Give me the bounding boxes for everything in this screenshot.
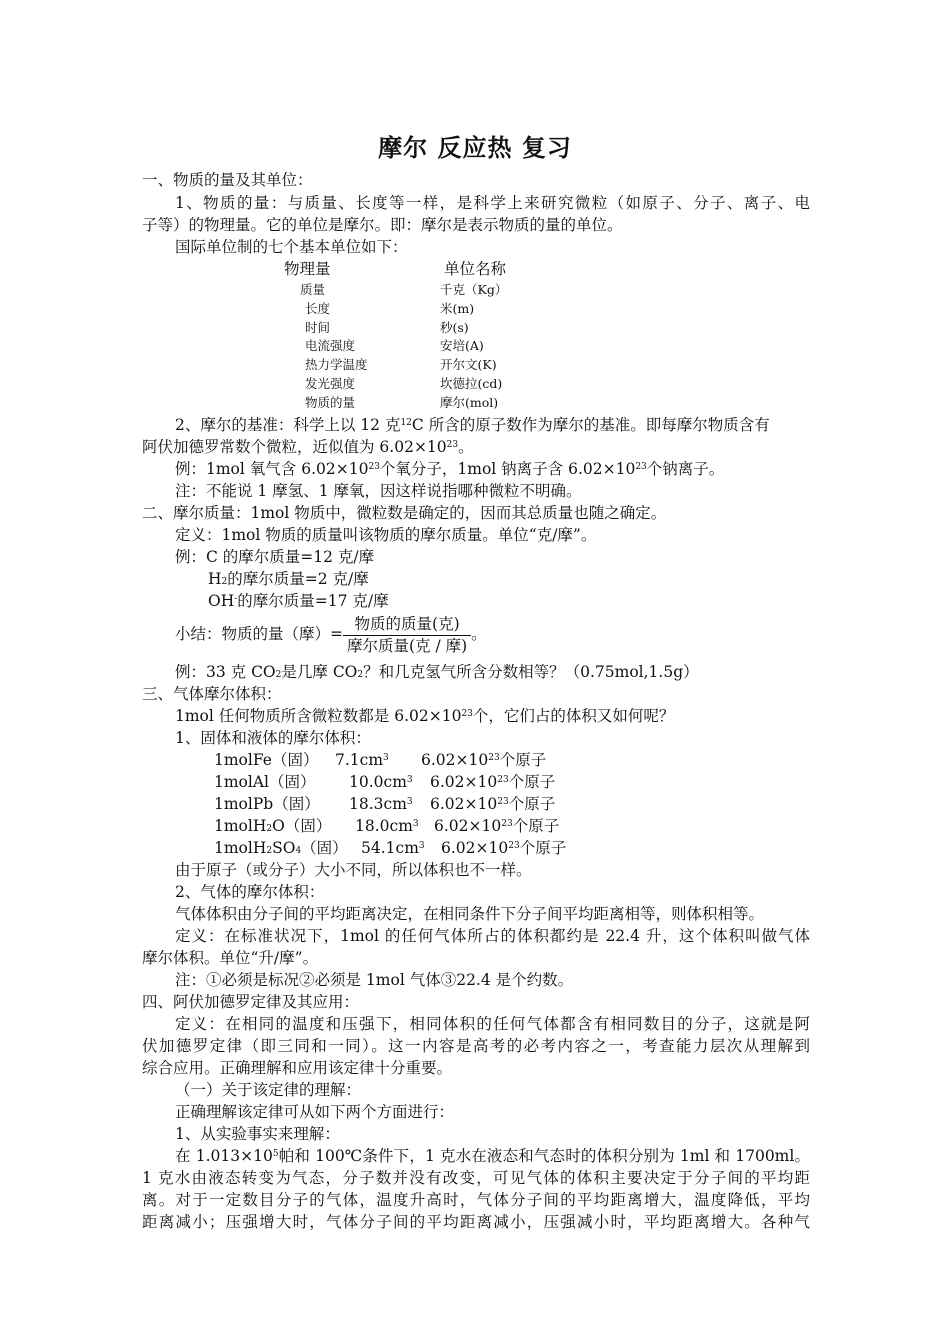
list-item-substance: 1molAl（固）: [214, 773, 316, 791]
subheading: 2、气体的摩尔体积：: [175, 883, 325, 901]
paragraph-line: 综合应用。正确理解和应用该定律十分重要。: [142, 1059, 453, 1077]
subheading: 1、固体和液体的摩尔体积：: [175, 729, 371, 747]
table-cell-quantity: 物质的量: [305, 395, 356, 410]
section-2-heading: 二、摩尔质量：1mol 物质中，微粒数是确定的，因而其总质量也随之确定。: [142, 504, 667, 522]
list-item-volume: $18.3cm^3$: [349, 795, 413, 813]
paragraph-line: 阿伏加德罗常数个微粒，近似值为 $6.02\times 10^{23}$。: [142, 438, 474, 456]
example-line: 例：C 的摩尔质量=12 克/摩: [175, 548, 375, 566]
paragraph-line: 正确理解该定律可从如下两个方面进行：: [175, 1103, 455, 1121]
summary-formula: 小结：物质的量（摩）= $\frac{\text{物质的质量(克)}}{\text{摩尔质量(克 / 摩)}}$ 。: [175, 614, 487, 655]
subheading: 1、从实验事实来理解：: [175, 1125, 340, 1143]
paragraph-line: 1、物质的量：与质量、长度等一样，是科学上来研究微粒（如原子、分子、离子、电: [175, 194, 810, 212]
list-item-count: $6.02\times 10^{23}$个原子: [421, 751, 547, 769]
table-cell-unit: 安培(A): [440, 338, 484, 353]
page-title: 摩尔 反应热 复习: [378, 134, 572, 162]
example-line: 例：33 克 $CO_2$是几摩 $CO_2$？和几克氢气所含分数相等？（0.75mol,1.5g）: [175, 663, 699, 681]
table-cell-unit: 千克（Kg）: [440, 282, 508, 297]
definition-line: 摩尔体积。单位“升/摩”。: [142, 949, 319, 967]
paragraph-line: 离。对于一定数目分子的气体，温度升高时，气体分子间的平均距离增大，温度降低，平均: [142, 1191, 810, 1209]
list-item-count: $6.02\times 10^{23}$个原子: [430, 773, 556, 791]
table-cell-unit: 开尔文(K): [440, 357, 497, 372]
paragraph-line: 距离减小；压强增大时，气体分子间的平均距离减小，压强减小时，平均距离增大。各种气: [142, 1213, 810, 1231]
list-item-volume: $10.0cm^3$: [349, 773, 413, 791]
list-item-substance: 1molFe（固）: [214, 751, 319, 769]
table-cell-quantity: 时间: [305, 320, 331, 335]
table-cell-quantity: 发光强度: [305, 376, 356, 391]
paragraph-line: 子等）的物理量。它的单位是摩尔。即：摩尔是表示物质的量的单位。: [142, 216, 623, 234]
example-line: 例：1mol 氧气含 $6.02\times 10^{23}$个氧分子，1mol 钠离子含 $6.02\times 10^{23}$个钠离子。: [175, 460, 725, 478]
table-cell-quantity: 热力学温度: [305, 357, 368, 372]
definition-line: 定义：1mol 物质的质量叫该物质的摩尔质量。单位“克/摩”。: [175, 526, 597, 544]
list-item-substance: $1molH_2SO_4$（固）: [214, 839, 348, 857]
list-item-volume: $18.0cm^3$: [355, 817, 419, 835]
list-item-volume: $7.1cm^3$: [335, 751, 389, 769]
list-item-substance: 1molPb（固）: [214, 795, 320, 813]
example-line: OH-的摩尔质量=17 克/摩: [208, 592, 389, 610]
section-3-heading: 三、气体摩尔体积：: [142, 685, 282, 703]
paragraph-line: 国际单位制的七个基本单位如下：: [175, 238, 408, 256]
paragraph-line: 1 克水由液态转变为气态，分子数并没有改变，可见气体的体积主要决定于分子间的平均距: [142, 1169, 810, 1187]
list-item-count: $6.02\times 10^{23}$个原子: [441, 839, 567, 857]
list-item-volume: $54.1cm^3$: [361, 839, 425, 857]
paragraph-line: 定义：在相同的温度和压强下，相同体积的任何气体都含有相同数目的分子，这就是阿: [175, 1015, 810, 1033]
paragraph-line: 在 $1.013\times 10^5$帕和 100℃条件下，1 克水在液态和气态时的体积分别为 1ml 和 1700ml。: [175, 1147, 810, 1165]
paragraph-line: 1mol 任何物质所含微粒数都是 $6.02\times 10^{23}$个，它们占的体积又如何呢？: [175, 707, 675, 725]
section-1-heading: 一、物质的量及其单位：: [142, 171, 313, 189]
table-cell-quantity: 质量: [300, 282, 326, 297]
list-item-count: $6.02\times 10^{23}$个原子: [434, 817, 560, 835]
table-cell-unit: 坎德拉(cd): [440, 376, 503, 391]
table-cell-unit: 秒(s): [440, 320, 469, 335]
paragraph-line: 由于原子（或分子）大小不同，所以体积也不一样。: [175, 861, 532, 879]
table-header-unit: 单位名称: [444, 260, 507, 278]
table-cell-unit: 米(m): [440, 301, 475, 316]
list-item-substance: 1molH$_2$O（固）: [214, 817, 332, 835]
table-cell-quantity: 电流强度: [305, 338, 356, 353]
subheading: （一）关于该定律的理解：: [175, 1081, 362, 1099]
section-4-heading: 四、阿伏加德罗定律及其应用：: [142, 993, 360, 1011]
fraction: $\frac{\text{物质的质量(克)}}{\text{摩尔质量(克 / 摩)}}$: [343, 614, 471, 657]
table-header-quantity: 物理量: [284, 260, 331, 278]
example-line: $H_2$的摩尔质量=2 克/摩: [208, 570, 369, 588]
table-cell-quantity: 长度: [305, 301, 331, 316]
paragraph-line: 伏加德罗定律（即三同和一同）。这一内容是高考的必考内容之一，考查能力层次从理解到: [142, 1037, 810, 1055]
paragraph-line: 2、摩尔的基准：科学上以 12 克$^{12}$C 所含的原子数作为摩尔的基准。即每摩尔物质含有: [175, 416, 770, 434]
definition-line: 定义：在标准状况下，1mol 的任何气体所占的体积都约是 22.4 升，这个体积叫做气体: [175, 927, 810, 945]
note-line: 注：①必须是标况②必须是 1mol 气体③22.4 是个约数。: [175, 971, 574, 989]
paragraph-line: 气体体积由分子间的平均距离决定，在相同条件下分子间平均距离相等，则体积相等。: [175, 905, 765, 923]
list-item-count: $6.02\times 10^{23}$个原子: [430, 795, 556, 813]
table-cell-unit: 摩尔(mol): [440, 395, 499, 410]
note-line: 注：不能说 1 摩氢、1 摩氧，因这样说指哪种微粒不明确。: [175, 482, 582, 500]
